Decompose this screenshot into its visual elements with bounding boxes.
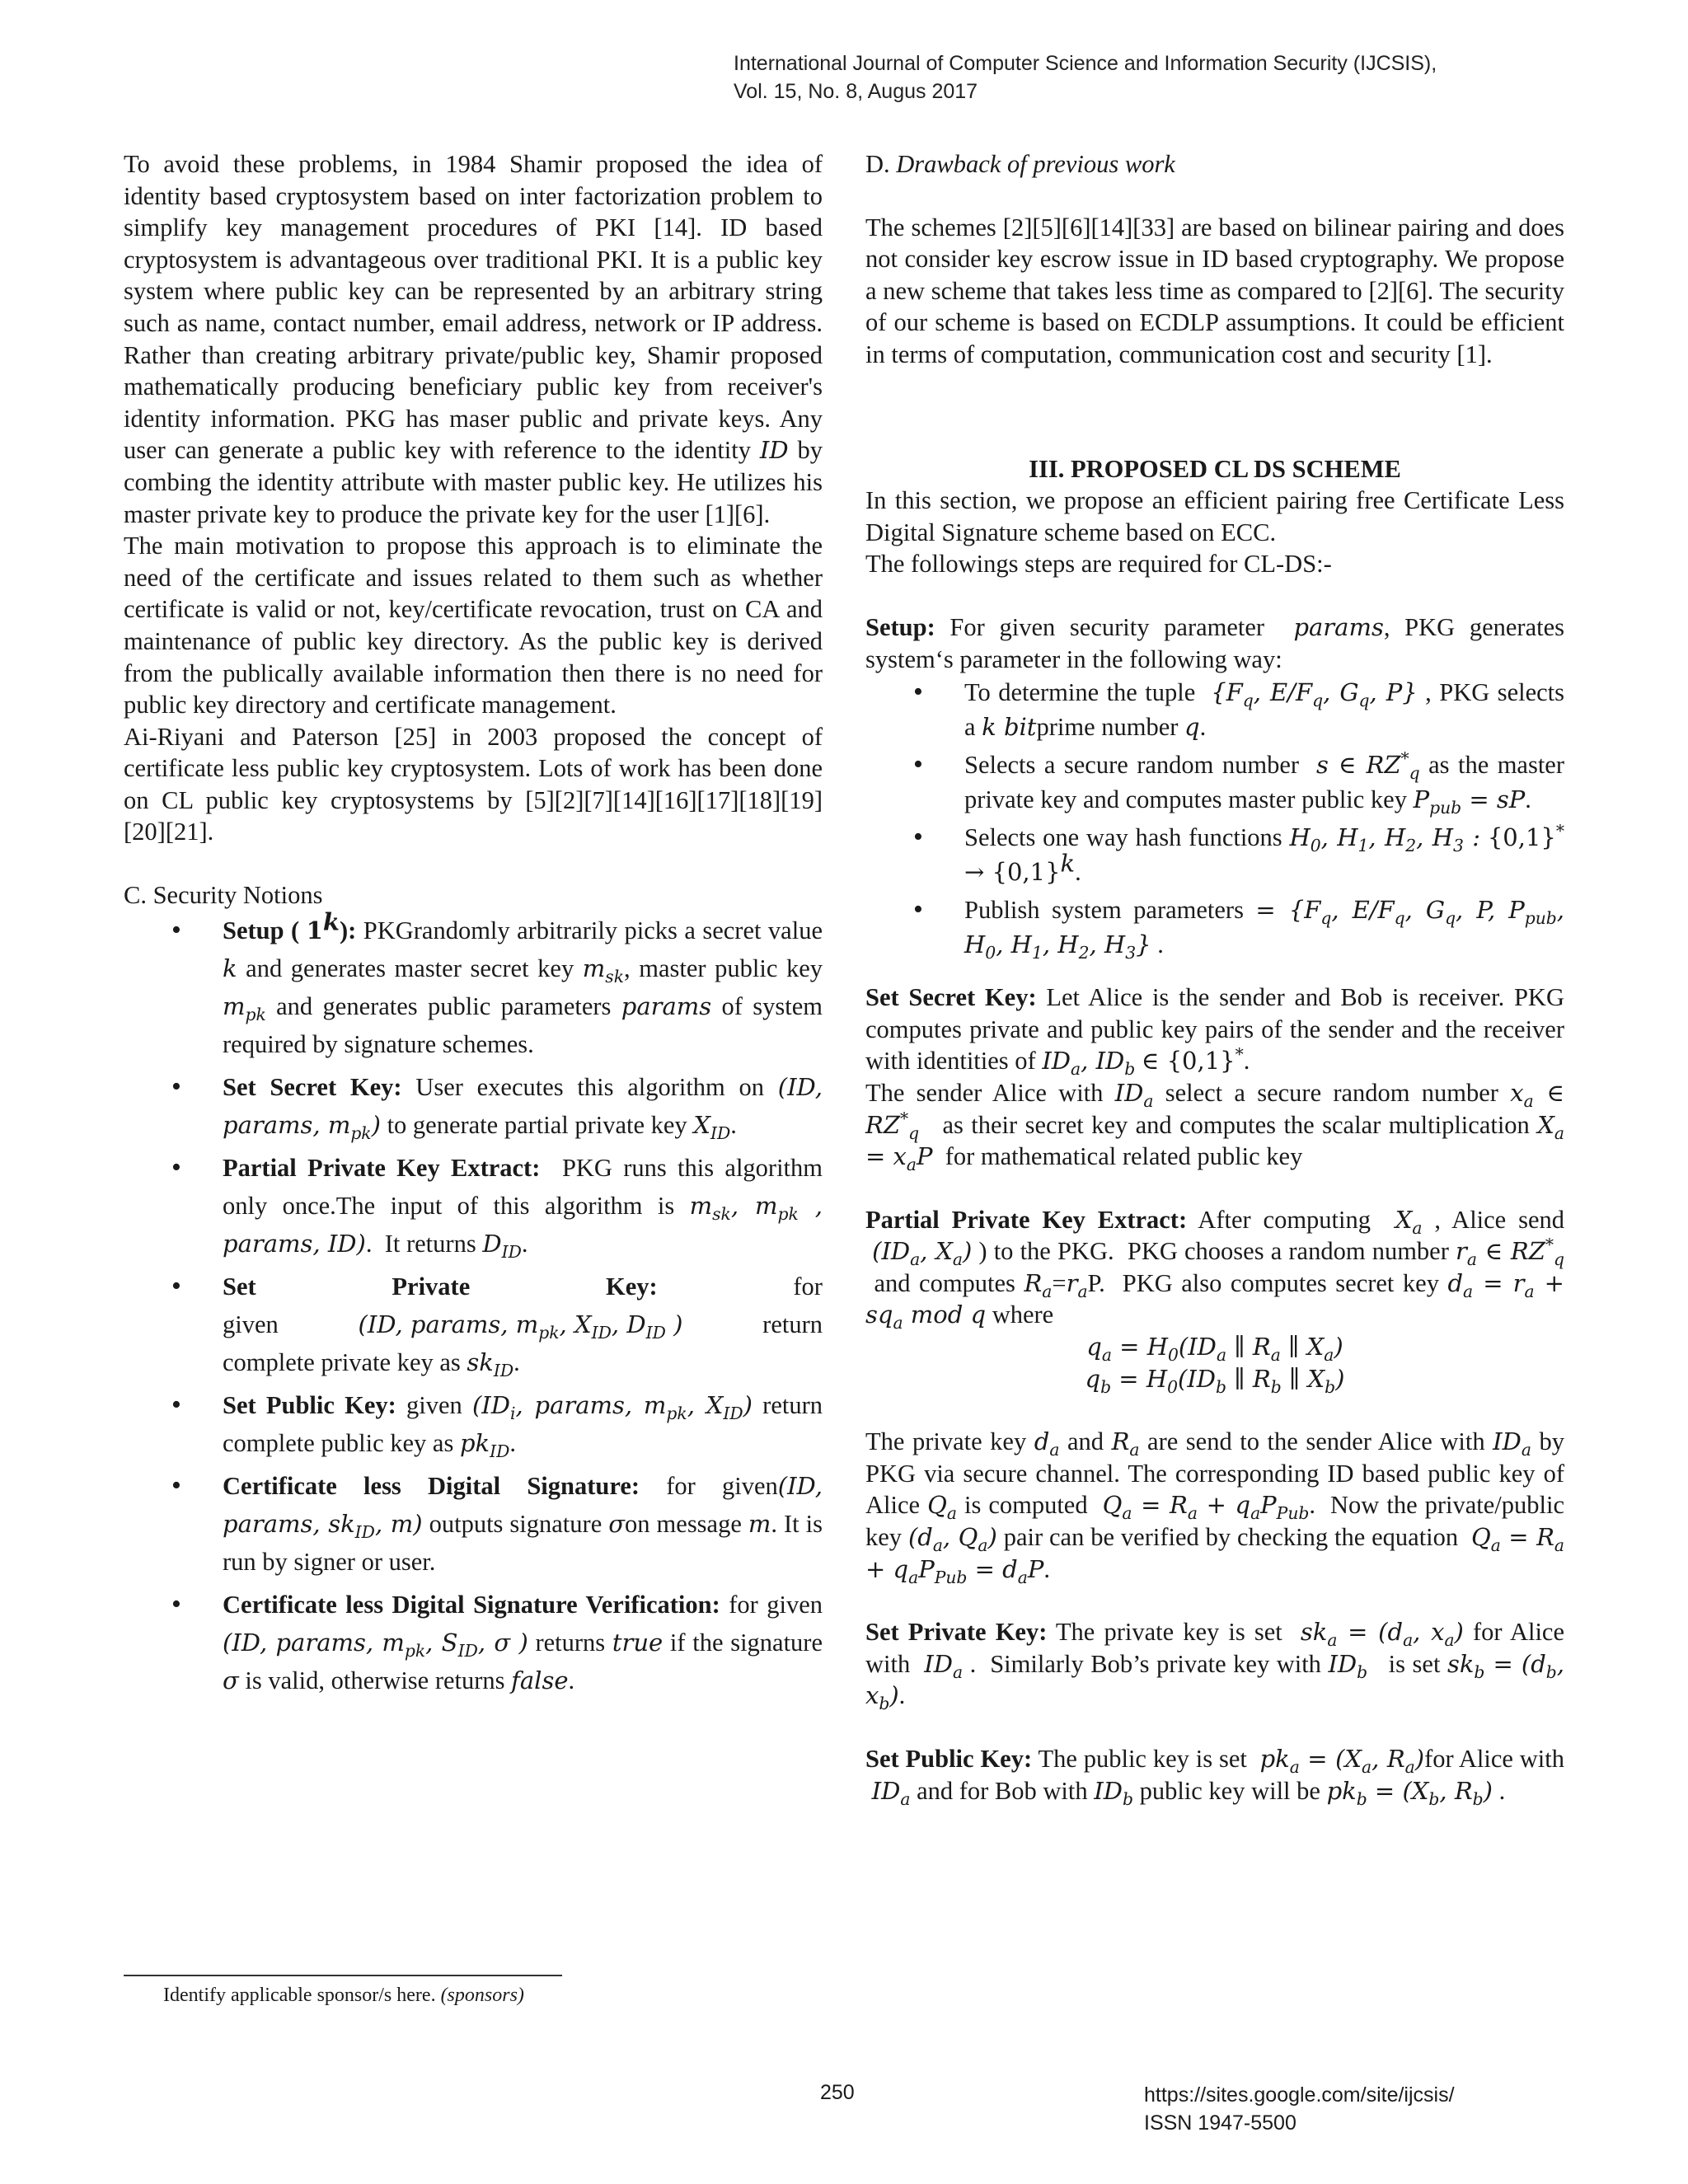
left-column xyxy=(124,148,823,1704)
right-column xyxy=(865,148,1564,1807)
alice-secret-paragraph: The sender Alice with $ID_a$ select a secure random number $x_a$ ∈ $RZ^*_q$ as their secret key and computes the scalar multiplication $X_a = x_aP$ for mathematical related public key xyxy=(865,1078,1565,1174)
notion-set-secret-key: • Set Secret Key: User executes this algorithm on (ID, params, $m_{pk}$) to generate partial private key $X_{ID}$. xyxy=(124,1068,823,1144)
drawback-heading: D. Drawback of previous work xyxy=(865,150,1175,178)
footnote-divider xyxy=(124,1975,562,1976)
cl-history-paragraph: Ai-Riyani and Paterson [25] in 2003 proposed the concept of certificate less public key cryptosystem. Lots of work has been done on CL public key cryptosystems by [5][2][7][14][16][17][18][19][20][21]. xyxy=(124,722,823,846)
set-public-key-paragraph: Set Public Key: The public key is set $pk_a = (X_a$, $R_a)for$ Alice with $ID_a$ and for Bob with $ID_b$ public key will be $pk_b = (X_b$, $R_b$) . xyxy=(865,1745,1564,1809)
journal-header xyxy=(734,49,1558,105)
page-number: 250 xyxy=(820,2081,855,2104)
intro-paragraph: To avoid these problems, in 1984 Shamir proposed the idea of identity based cryptosystem based on inter factorization problem to simplify key management procedures of PKI [14]. ID based cryptosystem is advantageous over traditional PKI. It is a public key system where public key can be represented by an arbitrary string such as name, contact number, email address, network or IP address. Rather than creating arbitrary private/public key, Shamir proposed mathematically producing beneficiary public key from receiver's identity information. PKG has maser public and private keys. Any user can generate a public key with reference to the identity ID by combing the identity attribute with master public key. He utilizes his master private key to produce the private key for the user [1][6]. xyxy=(124,150,823,528)
journal-volume: Vol. 15, No. 8, Augus 2017 xyxy=(734,80,978,103)
set-secret-key-paragraph: Set Secret Key: Let Alice is the sender and Bob is receiver. PKG computes private and public key pairs of the sender and the receiver with identities of $ID_a$, $ID_b$ ∈ {0,1}*. xyxy=(865,983,1564,1080)
setup-step-hash: • Selects one way hash functions $H_0$, $H_1$, $H_2$, $H_3$ : $\{0,1\}^* \to \{0,1\}^k$. xyxy=(865,820,1564,889)
notion-cl-signature: • Certificate less Digital Signature: for given(ID, params, $sk_{ID}$, m) outputs signature σon message m. It is run by signer or user. xyxy=(124,1467,823,1581)
setup-paragraph: Setup: For given security parameter params, PKG generates system‘s parameter in the following way: xyxy=(865,612,1565,673)
notion-partial-private-key: • Partial Private Key Extract: PKG runs this algorithm only once.The input of this algorithm is $m_{sk}$, $m_{pk}$ , params, ID). It returns $D_{ID}$. xyxy=(124,1149,823,1263)
equation-qa: $q_a = H_0(ID_a$ ∥ $R_a$ ∥ $X_a$) xyxy=(1086,1333,1343,1365)
journal-title: International Journal of Computer Science and Information Security (IJCSIS), xyxy=(734,52,1437,75)
security-notions-heading: C. Security Notions xyxy=(124,881,323,910)
footer-url: https://sites.google.com/site/ijcsis/ xyxy=(1144,2083,1455,2107)
drawback-paragraph: The schemes [2][5][6][14][33] are based on bilinear pairing and does not consider key escrow issue in ID based cryptography. We propose a new scheme that takes less time as compared to [2][6]. The security of our scheme is based on ECDLP assumptions. It could be efficient in terms of computation, communication cost and security [1]. xyxy=(865,213,1564,368)
notion-setup: • Setup ( 1$^k$): PKGrandomly arbitrarily picks a secret value k and generates master secret key $m_{sk}$, master public key $m_{pk}$ and generates public parameters params of system required by signature schemes. xyxy=(124,912,823,1063)
equation-qb: $q_b = H_0(ID_b$ ∥ $R_b$ ∥ $X_b$) xyxy=(1085,1364,1345,1397)
footnote: Identify applicable sponsor/s here. (sponsors) xyxy=(163,1985,524,2006)
setup-step-random: • Selects a secure random number s ∈ $RZ^*_q$ as the master private key and computes master public key $P_{pub}$ = sP. xyxy=(865,748,1564,817)
motivation-paragraph: The main motivation to propose this approach is to eliminate the need of the certificate and issues related to them such as whether certificate is valid or not, key/certificate revocation, trust on CA and maintenance of public key directory. As the public key is derived from the publically available information then there is no need for public key directory and certificate management. xyxy=(124,532,823,719)
section-title: III. PROPOSED CL DS SCHEME xyxy=(1029,454,1401,483)
footer-issn: ISSN 1947-5500 xyxy=(1144,2111,1296,2135)
security-notions-list xyxy=(124,907,823,1699)
setup-step-tuple: • To determine the tuple {$F_q$, $E/F_q$, $G_q$, P} , PKG selects a k bitprime number q. xyxy=(865,675,1564,744)
setup-step-publish: • Publish system parameters = {$F_q$, $E/F_q$, $G_q$, P, $P_{pub}$, $H_0$, $H_1$, $H_2$, $H_3$} . xyxy=(865,893,1564,962)
notion-cl-verification: • Certificate less Digital Signature Verification: for given (ID, params, $m_{pk}$, $S_{ID}$, σ ) returns true if the signature σ is valid, otherwise returns false. xyxy=(124,1586,823,1699)
set-private-key-paragraph: Set Private Key: The private key is set $sk_a = (d_a$, $x_a$) for Alice with $ID_a$ . Similarly Bob’s private key with $ID_b$ is set $sk_b = (d_b$, $x_b$). xyxy=(865,1618,1564,1714)
notion-set-private-key: • Set Private Key: for given (ID, params, $m_{pk}$, $X_{ID}$, $D_{ID}$ ) return complete private key as $sk_{ID}$. xyxy=(124,1268,823,1381)
partial-private-key-paragraph: Partial Private Key Extract: After computing $X_a$ , Alice send ($ID_a$, $X_a$) ) to the PKG. PKG chooses a random number $r_a$ ∈ $RZ^*_q$ and computes $R_a=r_aP$. PKG also computes secret key $d_a = r_a + sq_a$ mod q where xyxy=(865,1205,1565,1333)
setup-steps-list xyxy=(865,675,1564,962)
private-key-delivery-paragraph: The private key $d_a$ and $R_a$ are send to the sender Alice with $ID_a$ by PKG via secure channel. The corresponding ID based public key of Alice $Q_a$ is computed $Q_a = R_a + q_aP_{Pub}$. Now the private/public key ($d_a$, $Q_a$) pair can be verified by checking the equation $Q_a = R_a + q_aP_{Pub} = d_aP$. xyxy=(865,1427,1565,1587)
notion-set-public-key: • Set Public Key: given ($ID_i$, params, $m_{pk}$, $X_{ID}$) return complete public key as $pk_{ID}$. xyxy=(124,1386,823,1462)
section-intro: In this section, we propose an efficient pairing free Certificate Less Digital Signature scheme based on ECC. xyxy=(865,486,1564,546)
footer-info xyxy=(1144,2081,1455,2137)
section-intro-steps: The followings steps are required for CL-DS:- xyxy=(865,550,1332,579)
